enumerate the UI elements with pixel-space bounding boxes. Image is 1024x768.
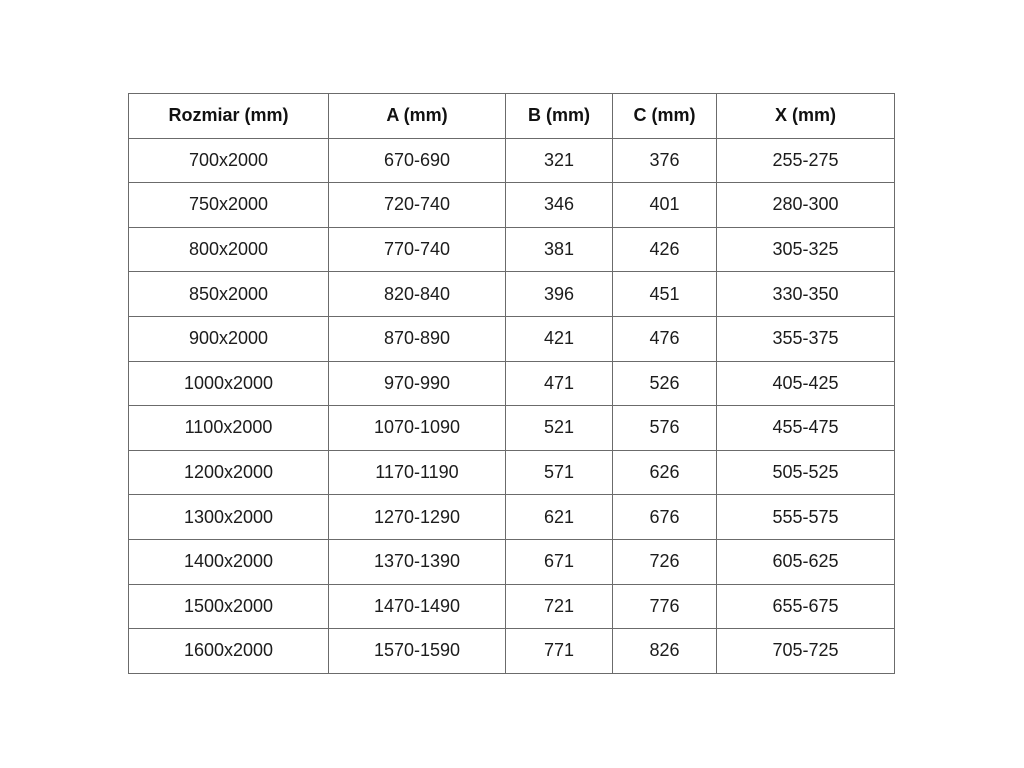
table-cell: 381 [506,227,613,272]
table-cell: 1070-1090 [329,406,506,451]
table-cell: 1100x2000 [129,406,329,451]
table-row [129,227,895,272]
table-cell: 1400x2000 [129,539,329,584]
table-row [129,584,895,629]
table-cell: 521 [506,406,613,451]
table-cell: 330-350 [717,272,895,317]
table-cell: 721 [506,584,613,629]
table-body [129,138,895,673]
table-row [129,183,895,228]
table-cell: 526 [613,361,717,406]
table-cell: 1270-1290 [329,495,506,540]
table-cell: 1600x2000 [129,629,329,674]
table-row [129,450,895,495]
table-cell: 1370-1390 [329,539,506,584]
table-cell: 426 [613,227,717,272]
table-cell: 655-675 [717,584,895,629]
table-cell: 970-990 [329,361,506,406]
table-row [129,406,895,451]
header-row [129,94,895,139]
column-header: Rozmiar (mm) [129,94,329,139]
table-cell: 1570-1590 [329,629,506,674]
table-cell: 355-375 [717,316,895,361]
table-cell: 471 [506,361,613,406]
table-row [129,361,895,406]
table-cell: 1200x2000 [129,450,329,495]
table-cell: 676 [613,495,717,540]
table-cell: 455-475 [717,406,895,451]
table-row [129,316,895,361]
table-row [129,629,895,674]
table-cell: 670-690 [329,138,506,183]
table-cell: 321 [506,138,613,183]
table-cell: 771 [506,629,613,674]
table-cell: 621 [506,495,613,540]
table-cell: 1300x2000 [129,495,329,540]
table-cell: 900x2000 [129,316,329,361]
table-cell: 305-325 [717,227,895,272]
table-cell: 720-740 [329,183,506,228]
size-table-container [128,93,895,674]
table-cell: 800x2000 [129,227,329,272]
size-table [128,93,895,674]
table-cell: 850x2000 [129,272,329,317]
table-cell: 700x2000 [129,138,329,183]
table-cell: 376 [613,138,717,183]
table-cell: 576 [613,406,717,451]
table-cell: 671 [506,539,613,584]
table-cell: 820-840 [329,272,506,317]
column-header: X (mm) [717,94,895,139]
table-cell: 826 [613,629,717,674]
table-cell: 346 [506,183,613,228]
table-cell: 726 [613,539,717,584]
table-cell: 870-890 [329,316,506,361]
table-row [129,272,895,317]
table-cell: 476 [613,316,717,361]
table-cell: 1170-1190 [329,450,506,495]
table-cell: 1000x2000 [129,361,329,406]
table-cell: 626 [613,450,717,495]
table-cell: 401 [613,183,717,228]
table-cell: 770-740 [329,227,506,272]
table-cell: 605-625 [717,539,895,584]
table-cell: 571 [506,450,613,495]
table-row [129,138,895,183]
column-header: B (mm) [506,94,613,139]
table-cell: 451 [613,272,717,317]
table-cell: 1500x2000 [129,584,329,629]
column-header: C (mm) [613,94,717,139]
table-cell: 505-525 [717,450,895,495]
table-cell: 1470-1490 [329,584,506,629]
table-cell: 280-300 [717,183,895,228]
column-header: A (mm) [329,94,506,139]
table-row [129,495,895,540]
table-cell: 555-575 [717,495,895,540]
table-cell: 255-275 [717,138,895,183]
table-cell: 776 [613,584,717,629]
table-cell: 396 [506,272,613,317]
table-cell: 405-425 [717,361,895,406]
table-cell: 421 [506,316,613,361]
table-cell: 705-725 [717,629,895,674]
table-cell: 750x2000 [129,183,329,228]
table-row [129,539,895,584]
